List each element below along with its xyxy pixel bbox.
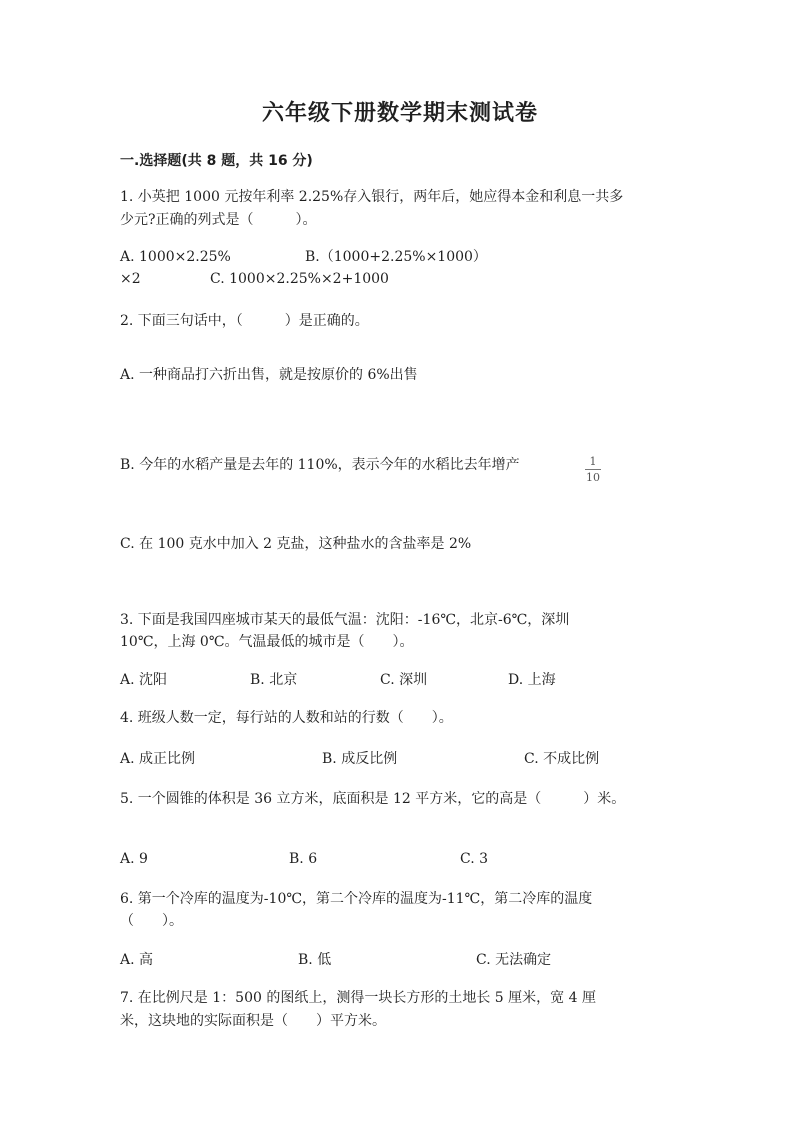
q5-option-c: C. 3 [460,851,489,867]
fraction-numerator: 1 [589,455,597,468]
question-4-options [0,748,680,770]
section-heading: 一.选择题(共 8 题，共 16 分) [120,153,313,169]
question-1-line-2: 少元?正确的列式是（ ）。 [120,212,317,228]
q6-option-a: A. 高 [120,952,154,968]
q1-option-c: C. 1000×2.25%×2+1000 [210,271,389,287]
q4-option-a: A. 成正比例 [120,751,196,767]
question-6-line-1: 6. 第一个冷库的温度为-10℃，第二个冷库的温度为-11℃，第二冷库的温度 [120,891,593,907]
fraction-denominator: 10 [586,471,600,484]
q4-option-c: C. 不成比例 [524,751,600,767]
page-title: 六年级下册数学期末测试卷 [261,101,538,126]
q6-option-c: C. 无法确定 [476,952,552,968]
q2-option-b: B. 今年的水稻产量是去年的 110%，表示今年的水稻比去年增产 [120,457,520,473]
q4-option-b: B. 成反比例 [322,751,398,767]
q6-option-b: B. 低 [298,952,332,968]
q5-option-b: B. 6 [289,851,318,867]
q3-option-b: B. 北京 [250,672,298,688]
q5-option-a: A. 9 [120,851,148,867]
question-6-options [0,949,680,971]
q2-option-c: C. 在 100 克水中加入 2 克盐，这种盐水的含盐率是 2% [120,536,472,552]
question-5-stem: 5. 一个圆锥的体积是 36 立方米，底面积是 12 平方米，它的高是（ ）米。 [120,791,626,807]
question-7-line-2: 米，这块地的实际面积是（ ）平方米。 [120,1013,386,1029]
q1-option-b: B.（1000+2.25%×1000） [305,249,487,265]
question-3-line-2: 10℃，上海 0℃。气温最低的城市是（ ）。 [120,634,414,650]
question-3-line-1: 3. 下面是我国四座城市某天的最低气温：沈阳：-16℃，北京-6℃，深圳 [120,612,570,628]
question-7-line-1: 7. 在比例尺是 1：500 的图纸上，测得一块长方形的土地长 5 厘米，宽 4 厘 [120,990,596,1006]
question-5-options [0,848,680,870]
question-2-stem: 2. 下面三句话中，（ ）是正确的。 [120,313,369,329]
fraction-bar [585,469,601,470]
question-1-options [0,246,680,268]
q1-option-b-cont: ×2 [120,271,141,287]
question-1-options-cont [0,268,680,290]
q2-option-a: A. 一种商品打六折出售，就是按原价的 6%出售 [120,367,418,383]
question-1-line-1: 1. 小英把 1000 元按年利率 2.25%存入银行，两年后，她应得本金和利息一共多 [120,189,624,205]
q3-option-c: C. 深圳 [380,672,428,688]
q3-option-d: D. 上海 [508,672,556,688]
q3-option-a: A. 沈阳 [120,672,168,688]
question-6-line-2: （ ）。 [120,913,183,929]
q1-option-a: A. 1000×2.25% [120,249,231,265]
question-3-options [0,669,680,691]
question-4-stem: 4. 班级人数一定，每行站的人数和站的行数（ ）。 [120,710,453,726]
fraction-one-tenth [583,455,603,484]
